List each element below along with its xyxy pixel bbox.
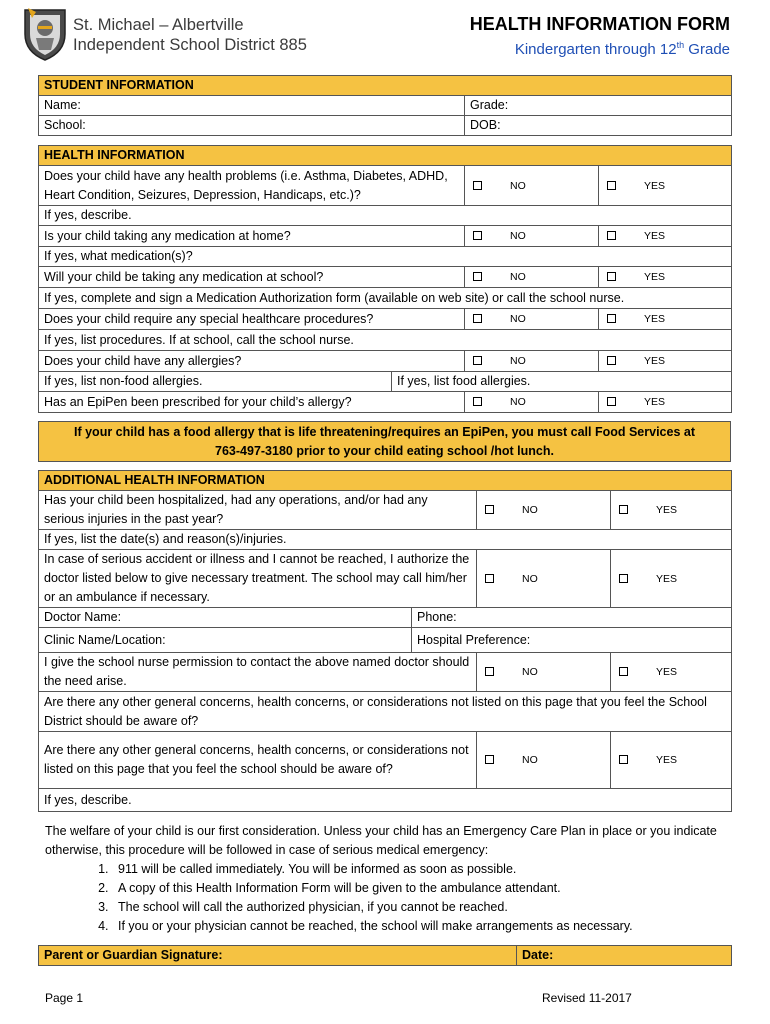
subtitle-text-end: Grade xyxy=(684,41,730,58)
option-label: NO xyxy=(510,230,526,242)
health-q3: Will your child be taking any medication at school? xyxy=(39,267,465,288)
checkbox-icon[interactable] xyxy=(473,272,482,281)
health-q5-no[interactable] xyxy=(465,351,599,372)
school-name-line1: St. Michael – Albertville xyxy=(73,16,244,34)
health-q6-yes[interactable] xyxy=(599,392,732,413)
student-school-field[interactable]: School: xyxy=(39,116,465,136)
form-subtitle xyxy=(470,35,730,60)
option-label: NO xyxy=(510,313,526,325)
additional-heading: ADDITIONAL HEALTH INFORMATION xyxy=(39,471,732,491)
checkbox-icon[interactable] xyxy=(607,231,616,240)
health-q4-no[interactable] xyxy=(465,309,599,330)
option-label: NO xyxy=(510,396,526,408)
banner-line2: 763-497-3180 prior to your child eating school /hot lunch. xyxy=(215,444,554,458)
option-label: NO xyxy=(522,572,538,585)
additional-q2-no[interactable] xyxy=(477,550,611,608)
clinic-location-field[interactable]: Clinic Name/Location: xyxy=(39,628,412,653)
school-name xyxy=(73,15,307,55)
health-q5-yes[interactable] xyxy=(599,351,732,372)
doctor-phone-field[interactable]: Phone: xyxy=(412,608,732,628)
checkbox-icon[interactable] xyxy=(473,181,482,190)
health-q2-describe[interactable]: If yes, what medication(s)? xyxy=(39,247,732,267)
health-q2-yes[interactable] xyxy=(599,226,732,247)
additional-q3-yes[interactable] xyxy=(611,653,732,692)
option-label: NO xyxy=(510,179,526,192)
option-label: NO xyxy=(522,666,538,678)
school-name-line2: Independent School District 885 xyxy=(73,36,307,54)
additional-health-table xyxy=(38,470,732,812)
welfare-intro: The welfare of your child is our first consideration. Unless your child has an Emergency Care Plan in place or you indicate otherwise, this procedure will be followed in case of serious medical emergency: xyxy=(45,824,717,857)
additional-q1-no[interactable] xyxy=(477,491,611,530)
checkbox-icon[interactable] xyxy=(473,397,482,406)
additional-q5: Are there any other general concerns, health concerns, or considerations not listed on this page that you feel the school should be aware of? xyxy=(39,732,477,789)
health-q1: Does your child have any health problems (i.e. Asthma, Diabetes, ADHD, Heart Condition, Seizures, Depression, Handicaps, etc.)? xyxy=(39,166,465,206)
school-crest-logo xyxy=(22,6,68,62)
student-info-heading: STUDENT INFORMATION xyxy=(39,76,732,96)
additional-q4[interactable]: Are there any other general concerns, health concerns, or considerations not listed on this page that you feel the School District should be aware of? xyxy=(39,692,732,732)
checkbox-icon[interactable] xyxy=(485,755,494,764)
student-dob-field[interactable]: DOB: xyxy=(465,116,732,136)
option-label: YES xyxy=(644,313,666,325)
option-label: YES xyxy=(656,572,678,585)
health-q5: Does your child have any allergies? xyxy=(39,351,465,372)
checkbox-icon[interactable] xyxy=(485,505,494,514)
food-allergy-banner xyxy=(38,421,731,462)
checkbox-icon[interactable] xyxy=(607,314,616,323)
additional-q2-yes[interactable] xyxy=(611,550,732,608)
additional-q3: I give the school nurse permission to contact the above named doctor should the need arise. xyxy=(39,653,477,692)
banner-line1: If your child has a food allergy that is life threatening/requires an EpiPen, you must call Food Services at xyxy=(74,425,695,439)
page-number: Page 1 xyxy=(45,991,84,1005)
form-title-block xyxy=(470,13,730,60)
revision-date: Revised 11-2017 xyxy=(542,991,632,1005)
option-label: YES xyxy=(644,179,666,192)
health-q4-yes[interactable] xyxy=(599,309,732,330)
additional-q5-no[interactable] xyxy=(477,732,611,789)
student-grade-field[interactable]: Grade: xyxy=(465,96,732,116)
health-q4: Does your child require any special healthcare procedures? xyxy=(39,309,465,330)
signature-table xyxy=(38,945,732,966)
health-info-heading: HEALTH INFORMATION xyxy=(39,146,732,166)
parent-signature-field[interactable]: Parent or Guardian Signature: xyxy=(39,946,517,966)
additional-q1: Has your child been hospitalized, had any operations, and/or had any serious injuries in the past year? xyxy=(39,491,477,530)
health-q3-no[interactable] xyxy=(465,267,599,288)
additional-q1-yes[interactable] xyxy=(611,491,732,530)
health-nonfood-allergies[interactable]: If yes, list non-food allergies. xyxy=(39,372,392,392)
form-title: HEALTH INFORMATION FORM xyxy=(469,14,730,34)
option-label: YES xyxy=(656,666,678,678)
health-q1-describe[interactable]: If yes, describe. xyxy=(39,206,732,226)
checkbox-icon[interactable] xyxy=(485,667,494,676)
checkbox-icon[interactable] xyxy=(485,574,494,583)
checkbox-icon[interactable] xyxy=(619,667,628,676)
doctor-name-field[interactable]: Doctor Name: xyxy=(39,608,412,628)
checkbox-icon[interactable] xyxy=(619,574,628,583)
student-info-table xyxy=(38,75,732,136)
emergency-step: 4. If you or your physician cannot be reached, the school will make arrangements as necessary. xyxy=(112,917,735,936)
additional-q1-describe[interactable]: If yes, list the date(s) and reason(s)/injuries. xyxy=(39,530,732,550)
subtitle-text: Kindergarten through 12 xyxy=(514,41,677,58)
option-label: NO xyxy=(510,355,526,367)
health-food-allergies[interactable]: If yes, list food allergies. xyxy=(392,372,732,392)
option-label: NO xyxy=(522,504,538,516)
subtitle-sup: th xyxy=(676,40,685,50)
welfare-statement xyxy=(45,822,735,936)
additional-q5-yes[interactable] xyxy=(611,732,732,789)
option-label: YES xyxy=(644,355,666,367)
option-label: NO xyxy=(510,271,526,283)
health-q1-no[interactable] xyxy=(465,166,599,206)
student-name-field[interactable]: Name: xyxy=(39,96,465,116)
emergency-steps-list xyxy=(112,860,735,936)
checkbox-icon[interactable] xyxy=(473,356,482,365)
checkbox-icon[interactable] xyxy=(607,272,616,281)
checkbox-icon[interactable] xyxy=(473,314,482,323)
health-q3-note: If yes, complete and sign a Medication Authorization form (available on web site) or call the school nurse. xyxy=(39,288,732,309)
emergency-step: 2. A copy of this Health Information Form will be given to the ambulance attendant. xyxy=(112,879,735,898)
checkbox-icon[interactable] xyxy=(619,755,628,764)
health-q2-no[interactable] xyxy=(465,226,599,247)
emergency-step: 1. 911 will be called immediately. You will be informed as soon as possible. xyxy=(112,860,735,879)
emergency-step: 3. The school will call the authorized physician, if you cannot be reached. xyxy=(112,898,735,917)
checkbox-icon[interactable] xyxy=(607,356,616,365)
option-label: YES xyxy=(644,230,666,242)
health-q4-describe[interactable]: If yes, list procedures. If at school, call the school nurse. xyxy=(39,330,732,351)
option-label: YES xyxy=(656,754,678,766)
health-q3-yes[interactable] xyxy=(599,267,732,288)
health-q1-yes[interactable] xyxy=(599,166,732,206)
health-q6-no[interactable] xyxy=(465,392,599,413)
health-q6: Has an EpiPen been prescribed for your child’s allergy? xyxy=(39,392,465,413)
option-label: YES xyxy=(644,271,666,283)
checkbox-icon[interactable] xyxy=(607,181,616,190)
signature-date-field[interactable]: Date: xyxy=(517,946,732,966)
health-q2: Is your child taking any medication at home? xyxy=(39,226,465,247)
option-label: YES xyxy=(644,396,666,408)
additional-q5-describe[interactable]: If yes, describe. xyxy=(39,789,732,812)
health-info-table xyxy=(38,145,732,413)
additional-q3-no[interactable] xyxy=(477,653,611,692)
checkbox-icon[interactable] xyxy=(607,397,616,406)
option-label: YES xyxy=(656,504,678,516)
checkbox-icon[interactable] xyxy=(619,505,628,514)
checkbox-icon[interactable] xyxy=(473,231,482,240)
option-label: NO xyxy=(522,754,538,766)
additional-q2: In case of serious accident or illness and I cannot be reached, I authorize the doctor listed below to give necessary treatment. The school may call him/her or an ambulance if necessary. xyxy=(39,550,477,608)
hospital-preference-field[interactable]: Hospital Preference: xyxy=(412,628,732,653)
